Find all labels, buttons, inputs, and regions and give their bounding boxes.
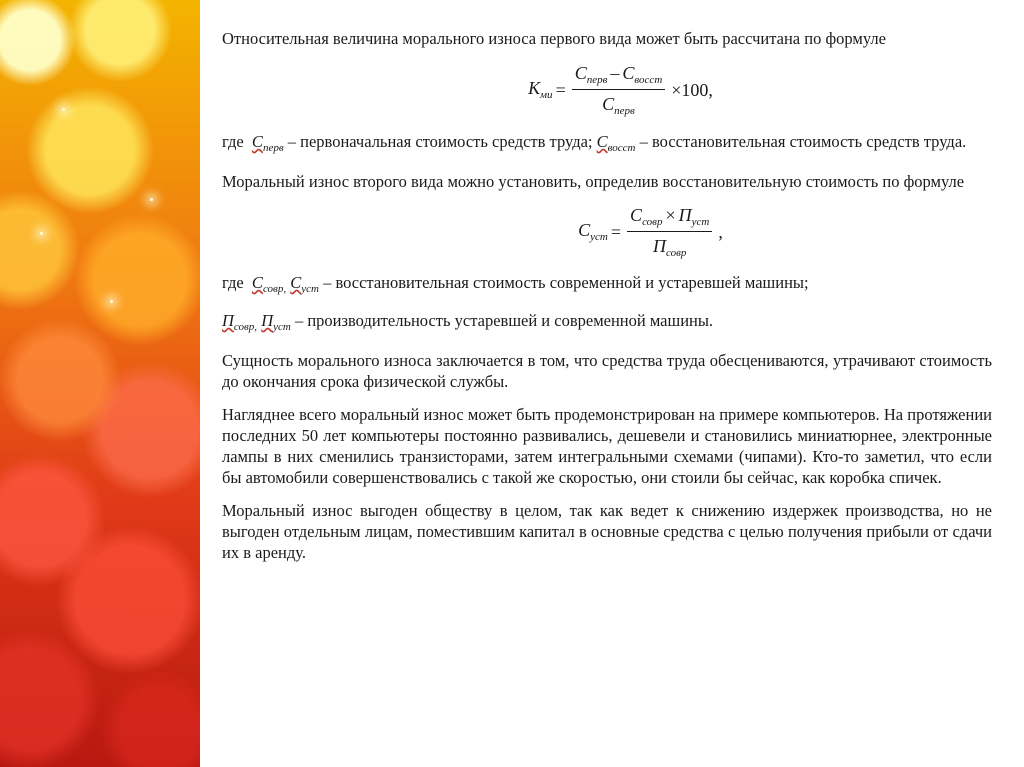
formula1-numerator: $С_{перв} - С_{восст}$ bbox=[572, 64, 666, 90]
body-paragraph-essence: Сущность морального износа заключается в том, что средства труда обесцениваются, утрачивают стоимость до окончания срока физической службы. bbox=[222, 351, 992, 391]
formula1-lhs: $К_{ми}$ bbox=[528, 78, 553, 101]
formula1-fraction bbox=[572, 64, 666, 117]
formula-restoration-cost bbox=[312, 192, 992, 272]
symbol-p-ust: $П_{уст}$ bbox=[261, 311, 291, 333]
symbol-c-ust: $С_{уст}$ bbox=[290, 273, 319, 295]
formula-moral-wear-1 bbox=[222, 49, 992, 131]
symbol-c-vosst: $С_{восст}$ bbox=[596, 132, 636, 154]
formula1-tail: ×100, bbox=[671, 80, 713, 100]
sparkle-icon bbox=[150, 198, 153, 201]
sparkle-icon bbox=[40, 232, 43, 235]
formula2-numerator: $С_{совр} \times П_{уст}$ bbox=[627, 206, 712, 232]
decorative-bokeh-panel bbox=[0, 0, 200, 767]
definition-paragraph-1: где $С_{перв}$ – первоначальная стоимость средств труда; $С_{восст}$ – восстановительная стоимость средств труда. bbox=[222, 132, 967, 154]
formula2-denominator: $П_{совр}$ bbox=[652, 235, 687, 259]
definition-paragraph-2: где $С_{совр,}$ $С_{уст}$ – восстановительная стоимость современной и устаревшей машины; bbox=[222, 273, 809, 295]
slide-content bbox=[222, 28, 992, 563]
formula1-denominator: $С_{перв}$ bbox=[602, 93, 635, 117]
formula2-tail: , bbox=[718, 222, 723, 242]
intro-paragraph-1: Относительная величина морального износа первого вида может быть рассчитана по формуле bbox=[222, 29, 886, 48]
formula2-equals: = bbox=[610, 222, 622, 242]
body-paragraph-benefit: Моральный износ выгоден обществу в целом, так как ведет к снижению издержек производства, но не выгоден отдельным лицам, поместившим капитал в основные средства с целью получения прибыли от сдачи их в аренду. bbox=[222, 501, 992, 562]
sparkle-icon bbox=[110, 300, 113, 303]
definition-paragraph-3: $П_{совр,}$ $П_{уст}$ – производительность устаревшей и современной машины. bbox=[222, 311, 714, 333]
body-paragraph-computers: Нагляднее всего моральный износ может быть продемонстрирован на примере компьютеров. На протяжении последних 50 лет компьютеры постоянно развивались, дешевели и становились миниатюрнее, электронные лампы в них сменились транзисторами, затем интегральными схемами (чипами). Кто-то заметил, что если бы автомобили совершенствовались с такой же скоростью, они стоили бы сейчас, как коробка спичек. bbox=[222, 405, 992, 487]
intro-paragraph-2: Моральный износ второго вида можно установить, определив восстановительную стоимость по формуле bbox=[222, 172, 965, 191]
formula1-equals: = bbox=[555, 80, 566, 100]
sparkle-icon bbox=[62, 108, 65, 111]
formula2-fraction bbox=[627, 206, 712, 259]
symbol-c-sovr: $С_{совр,}$ bbox=[251, 273, 287, 295]
symbol-p-sovr: $П_{совр,}$ bbox=[222, 311, 258, 333]
symbol-c-perv: $С_{перв}$ bbox=[251, 132, 284, 154]
formula2-lhs: $С_{уст}$ bbox=[578, 220, 608, 243]
